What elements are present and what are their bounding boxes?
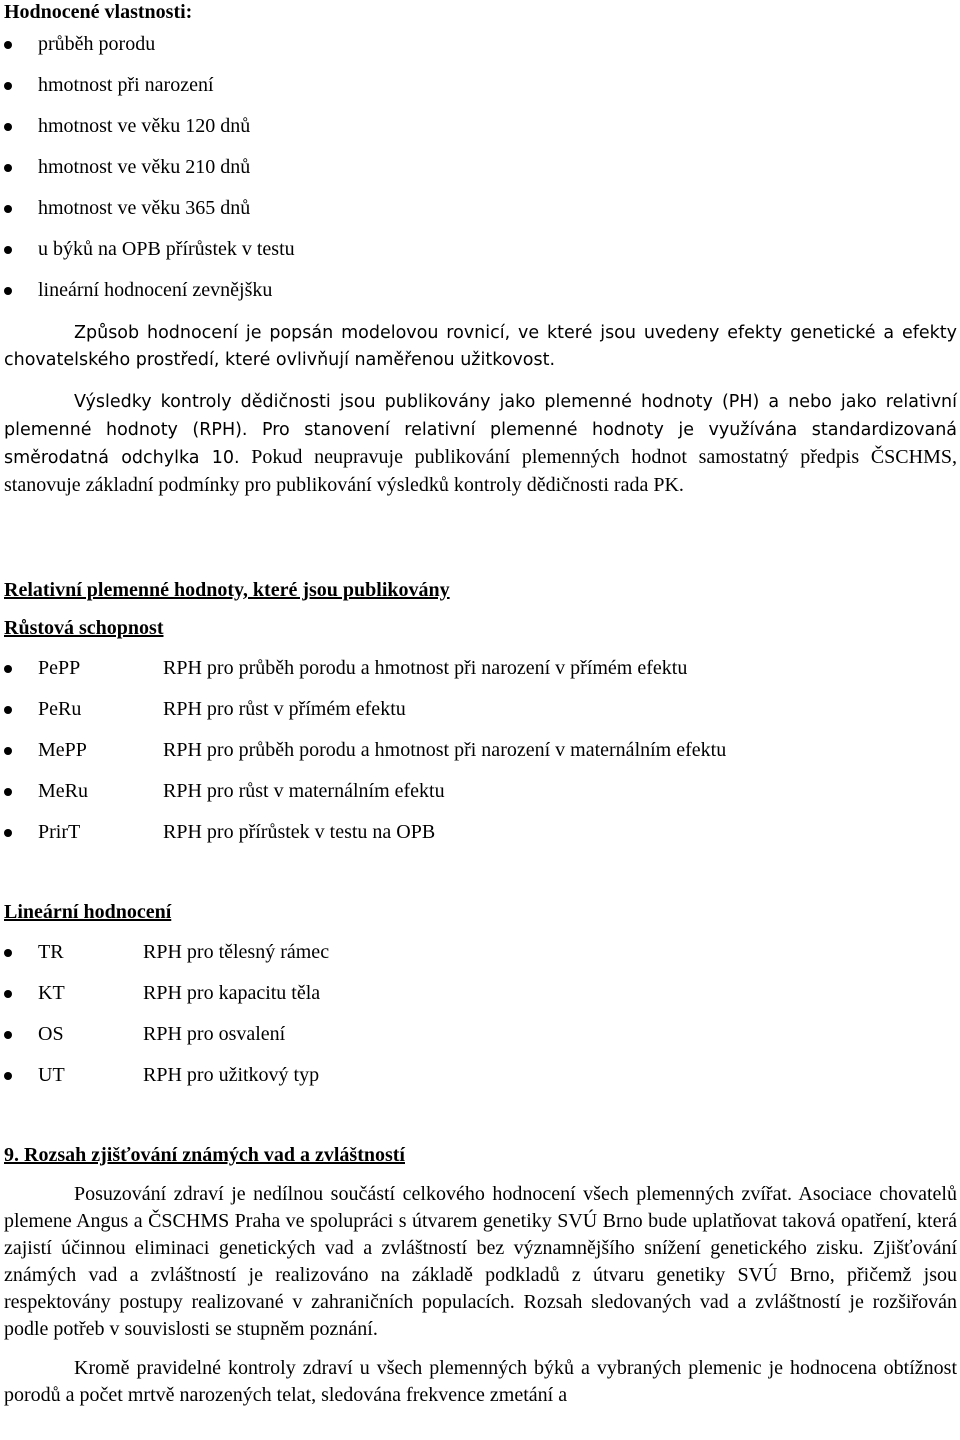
- section-9-heading: 9. Rozsah zjišťování známých vad a zvláštností: [4, 1144, 405, 1166]
- bullet-icon: [4, 287, 12, 295]
- list-item: [4, 24, 957, 65]
- list-item: [4, 147, 957, 188]
- list-item: [4, 65, 957, 106]
- list-item: [4, 1014, 957, 1055]
- properties-heading: Hodnocené vlastnosti:: [4, 1, 193, 23]
- rph-abbreviation: OS: [38, 1023, 64, 1045]
- rph-section: [4, 576, 957, 853]
- bullet-icon: [4, 82, 12, 90]
- rph-description: RPH pro osvalení: [143, 1023, 286, 1045]
- rph-description: RPH pro tělesný rámec: [143, 941, 330, 963]
- growth-list: [4, 648, 957, 853]
- list-item: [4, 689, 957, 730]
- rph-description: RPH pro užitkový typ: [143, 1064, 320, 1086]
- linear-list: [4, 932, 957, 1096]
- bullet-icon: [4, 246, 12, 254]
- list-item: [4, 771, 957, 812]
- bullet-icon: [4, 41, 12, 49]
- rph-abbreviation: KT: [38, 982, 65, 1004]
- list-item-text: u býků na OPB přírůstek v testu: [38, 238, 295, 260]
- list-item: [4, 812, 957, 853]
- list-item: [4, 229, 957, 270]
- rph-description: RPH pro průběh porodu a hmotnost při narození v přímém efektu: [163, 657, 688, 679]
- results-section: [4, 388, 957, 499]
- list-item: [4, 973, 957, 1014]
- rph-description: RPH pro průběh porodu a hmotnost při narození v maternálním efektu: [163, 739, 727, 761]
- list-item-text: hmotnost ve věku 365 dnů: [38, 197, 251, 219]
- list-item-text: průběh porodu: [38, 33, 156, 55]
- bullet-icon: [4, 706, 12, 714]
- bullet-icon: [4, 788, 12, 796]
- section-9-paragraph-1: Posuzování zdraví je nedílnou součástí celkového hodnocení všech plemenných zvířat. Asociace chovatelů plemene Angus a ČSCHMS Praha ve spolupráci s útvarem genetiky SVÚ Brno bude uplatňovat taková opatření, která zajistí účinnou eliminaci genetických vad a zvláštností bez významnějšího snížení genetického zisku. Zjišťování známých vad a zvláštností je realizováno na základě podkladů z útvaru genetiky SVÚ Brno, přičemž jsou respektovány postupy realizované v zahraničních populacích. Rozsah sledovaných vad a zvláštností je rozšiřován podle potřeb v souvislosti se stupněm poznání.: [4, 1183, 957, 1340]
- method-section: [4, 320, 957, 374]
- bullet-icon: [4, 829, 12, 837]
- results-text-b: Pro stanovení relativní plemenné hodnoty je využívána standardizovaná směrodatná odchylka 10.: [4, 420, 958, 468]
- list-item: [4, 730, 957, 771]
- rph-heading: Relativní plemenné hodnoty, které jsou publikovány: [4, 579, 450, 601]
- results-text-c: Pokud neupravuje publikování plemenných hodnot samostatný předpis ČSCHMS, stanovuje základní podmínky pro publikování výsledků kontroly dědičnosti rada PK.: [4, 446, 957, 496]
- bullet-icon: [4, 164, 12, 172]
- growth-heading: Růstová schopnost: [4, 617, 164, 639]
- bullet-icon: [4, 949, 12, 957]
- list-item-text: lineární hodnocení zevnějšku: [38, 279, 273, 301]
- rph-description: RPH pro přírůstek v testu na OPB: [163, 821, 436, 843]
- list-item-text: hmotnost při narození: [38, 74, 214, 96]
- results-paragraph: [4, 388, 957, 499]
- bullet-icon: [4, 123, 12, 131]
- properties-list: [4, 24, 957, 311]
- bullet-icon: [4, 1031, 12, 1039]
- list-item: [4, 188, 957, 229]
- bullet-icon: [4, 990, 12, 998]
- list-item: [4, 648, 957, 689]
- method-paragraph: Způsob hodnocení je popsán modelovou rovnicí, ve které jsou uvedeny efekty genetické a efekty chovatelského prostředí, které ovlivňují naměřenou užitkovost.: [4, 323, 957, 370]
- bullet-icon: [4, 1072, 12, 1080]
- results-text-a: Výsledky kontroly dědičnosti jsou publikovány jako plemenné hodnoty (PH) a nebo jako relativní plemenné hodnoty (RPH).: [4, 392, 957, 440]
- list-item: [4, 932, 957, 973]
- rph-abbreviation: PrirT: [38, 821, 81, 843]
- bullet-icon: [4, 747, 12, 755]
- rph-abbreviation: UT: [38, 1064, 65, 1086]
- rph-abbreviation: PePP: [38, 657, 81, 679]
- linear-heading: Lineární hodnocení: [4, 901, 172, 923]
- rph-abbreviation: PeRu: [38, 698, 82, 720]
- list-item-text: hmotnost ve věku 210 dnů: [38, 156, 251, 178]
- rph-abbreviation: TR: [38, 941, 64, 963]
- list-item: [4, 1055, 957, 1096]
- rph-description: RPH pro kapacitu těla: [143, 982, 321, 1004]
- section-9: [4, 1141, 957, 1409]
- list-item-text: hmotnost ve věku 120 dnů: [38, 115, 251, 137]
- rph-abbreviation: MePP: [38, 739, 87, 761]
- bullet-icon: [4, 665, 12, 673]
- rph-description: RPH pro růst v maternálním efektu: [163, 780, 445, 802]
- bullet-icon: [4, 205, 12, 213]
- section-9-paragraph-2: Kromě pravidelné kontroly zdraví u všech plemenných býků a vybraných plemenic je hodnocena obtížnost porodů a počet mrtvě narozených telat, sledována frekvence zmetání a: [4, 1357, 957, 1406]
- linear-section: [4, 898, 957, 1096]
- rph-abbreviation: MeRu: [38, 780, 88, 802]
- list-item: [4, 270, 957, 311]
- properties-section: [4, 0, 957, 311]
- list-item: [4, 106, 957, 147]
- rph-description: RPH pro růst v přímém efektu: [163, 698, 406, 720]
